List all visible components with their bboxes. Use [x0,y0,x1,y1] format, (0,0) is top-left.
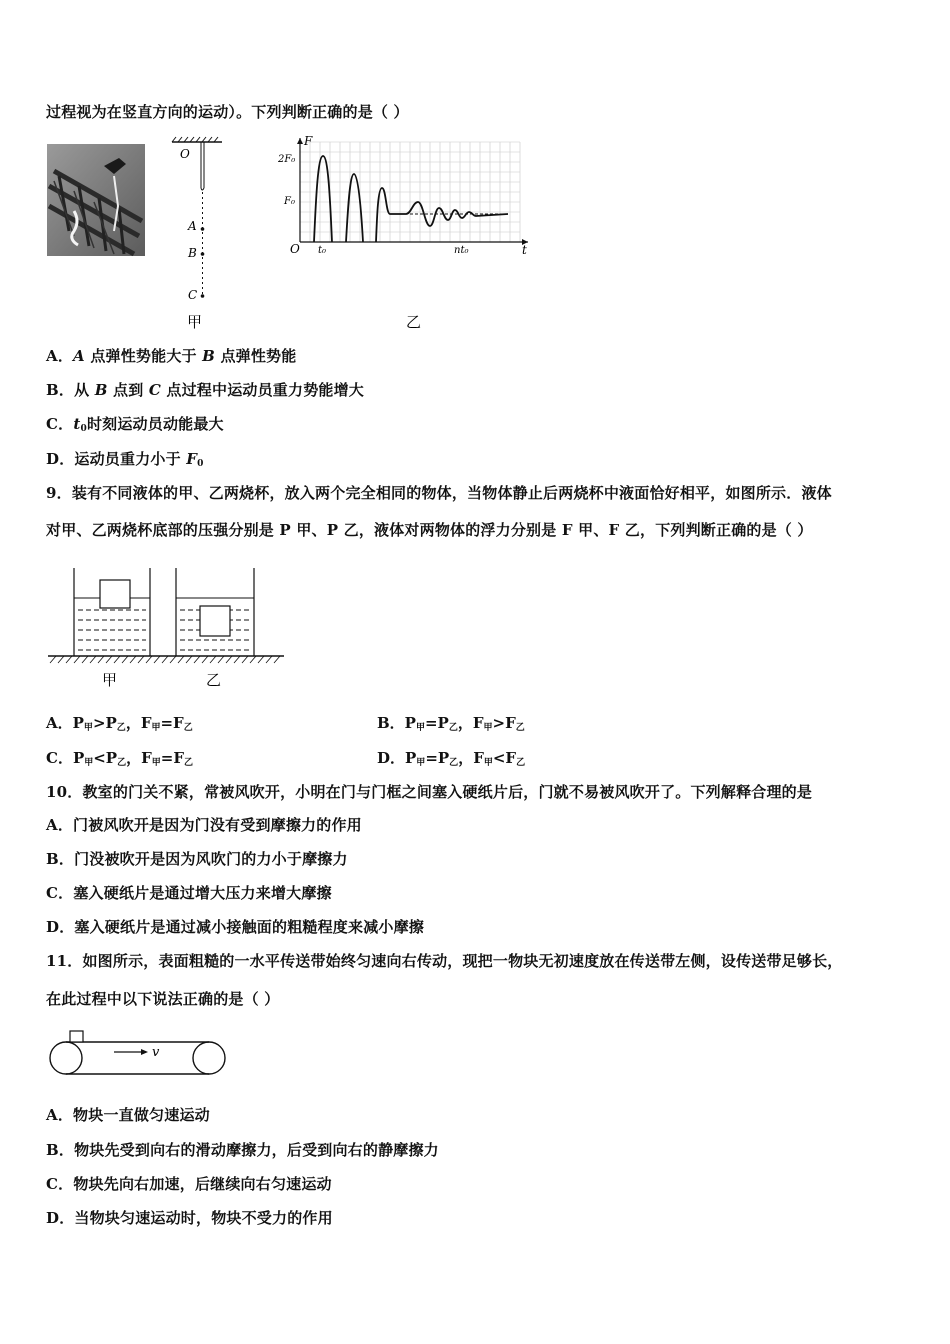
var: A [73,347,85,365]
q9-stem-line2: 对甲、乙两烧杯底部的压强分别是 P 甲、P 乙，液体对两物体的浮力分别是 F 甲、F 乙，下列判断正确的是（ ） [46,521,813,539]
q9-stem-line1: 9．装有不同液体的甲、乙两烧杯，放入两个完全相同的物体，当物体静止后两烧杯中液面恰好相平，如图所示．液体 [46,484,832,502]
q9-figure-beakers [46,564,286,694]
subscript: 甲 [483,758,493,768]
force-time-graph [278,136,528,257]
var: B [94,381,108,399]
opt-prefix: A． [46,347,74,365]
opt-text: =P [424,714,449,732]
opt-text: =F [160,749,184,767]
q11-option-d[interactable]: D．当物块匀速运动时，物块不受力的作用 [46,1209,333,1227]
q11-option-c[interactable]: C．物块先向右加速，后继续向右匀速运动 [46,1175,332,1193]
opt-text: ，F [126,749,152,767]
q9-option-a[interactable] [46,712,193,733]
q11-option-b[interactable]: B．物块先受到向右的滑动摩擦力，后受到向右的静摩擦力 [46,1141,439,1159]
fig-label-jia: 甲 [102,671,118,689]
axis-F: F [304,136,313,148]
opt-text: ，F [125,714,152,732]
opt-prefix: D．运动员重力小于 [46,450,187,468]
pt-O: O [180,147,190,161]
var: C [148,381,161,399]
opt-text: >P [92,714,117,732]
pt-B: B [188,246,197,260]
subscript: 乙 [184,758,194,768]
q8-option-b[interactable] [46,379,364,400]
opt-text: >F [492,714,516,732]
opt-text: ，F [458,749,484,767]
rope-diagram [172,137,222,302]
opt-text: 点弹性势能 [215,347,297,365]
fig-jia-label: 甲 [187,313,203,331]
pt-C: C [188,288,198,302]
q10-option-c[interactable]: C．塞入硬纸片是通过增大压力来增大摩擦 [46,884,332,902]
opt-text: A．P [46,714,84,732]
subscript: 甲 [151,723,161,733]
subscript: 甲 [83,723,93,733]
subscript: 乙 [116,723,126,733]
opt-text: <P [93,749,118,767]
velocity-label: v [152,1045,160,1060]
opt-text: 时刻运动员动能最大 [86,415,224,433]
fig-label-yi: 乙 [206,671,222,689]
subscript: 甲 [416,758,426,768]
beaker-yi [176,568,254,656]
opt-text: ，F [457,714,484,732]
subscript: 甲 [151,758,161,768]
opt-text: C．P [46,749,85,767]
q11-figure-conveyor [46,1028,236,1084]
var: t [73,415,81,433]
subscript: 甲 [415,723,425,733]
var: B [202,347,216,365]
opt-text: 点弹性势能大于 [84,347,203,365]
subscript: 0 [80,424,87,434]
opt-text: =F [160,714,184,732]
opt-prefix: B．从 [46,381,95,399]
fig-yi-label: 乙 [406,313,422,331]
opt-text: 点到 [107,381,149,399]
block [70,1031,83,1042]
q9-option-c[interactable] [46,747,193,768]
beaker-jia [74,568,150,656]
q10-option-b[interactable]: B．门没被吹开是因为风吹门的力小于摩擦力 [46,850,348,868]
opt-prefix: C． [46,415,74,433]
q11-option-a[interactable]: A．物块一直做匀速运动 [46,1106,210,1124]
q10-option-a[interactable]: A．门被风吹开是因为门没有受到摩擦力的作用 [46,816,362,834]
origin-O: O [290,242,300,256]
opt-text: =P [425,749,450,767]
q10-stem: 10．教室的门关不紧，常被风吹开，小明在门与门框之间塞入硬纸片后，门就不易被风吹开了。下列解释合理的是 [46,783,813,801]
y-tick-F0: F₀ [284,196,295,207]
opt-text: B．P [377,714,416,732]
subscript: 0 [197,459,204,469]
q9-option-b[interactable] [377,712,525,733]
q8-figure-jia [44,136,234,336]
subscript: 乙 [516,758,526,768]
q9-option-d[interactable] [377,747,525,768]
pt-A: A [188,219,197,233]
subscript: 乙 [448,723,458,733]
subscript: 乙 [515,723,525,733]
opt-text: <F [492,749,517,767]
q8-option-c[interactable] [46,413,224,434]
q11-stem-line1: 11．如图所示，表面粗糙的一水平传送带始终匀速向右传动，现把一物块无初速度放在传送带左侧，设传送带足够长， [46,952,843,970]
x-tick-t0: t₀ [318,245,327,256]
bungee-photo [47,144,145,256]
q8-option-a[interactable] [46,345,296,366]
y-tick-2F0: 2F₀ [278,154,296,165]
subscript: 乙 [183,723,193,733]
q11-stem-line2: 在此过程中以下说法正确的是（ ） [46,990,280,1008]
q10-option-d[interactable]: D．塞入硬纸片是通过减小接触面的粗糙程度来减小摩擦 [46,918,425,936]
opt-text: D．P [377,749,417,767]
opt-text: 点过程中运动员重力势能增大 [160,381,365,399]
subscript: 乙 [449,758,459,768]
subscript: 甲 [483,723,493,733]
q8-figure-yi [278,136,538,336]
var: F [186,450,198,468]
subscript: 甲 [84,758,94,768]
x-tick-nt0: nt₀ [454,245,469,256]
q8-option-d[interactable] [46,448,204,469]
axis-t: t [522,243,527,257]
subscript: 乙 [117,758,127,768]
q8-stem-tail: 过程视为在竖直方向的运动）。下列判断正确的是（ ） [46,103,409,121]
